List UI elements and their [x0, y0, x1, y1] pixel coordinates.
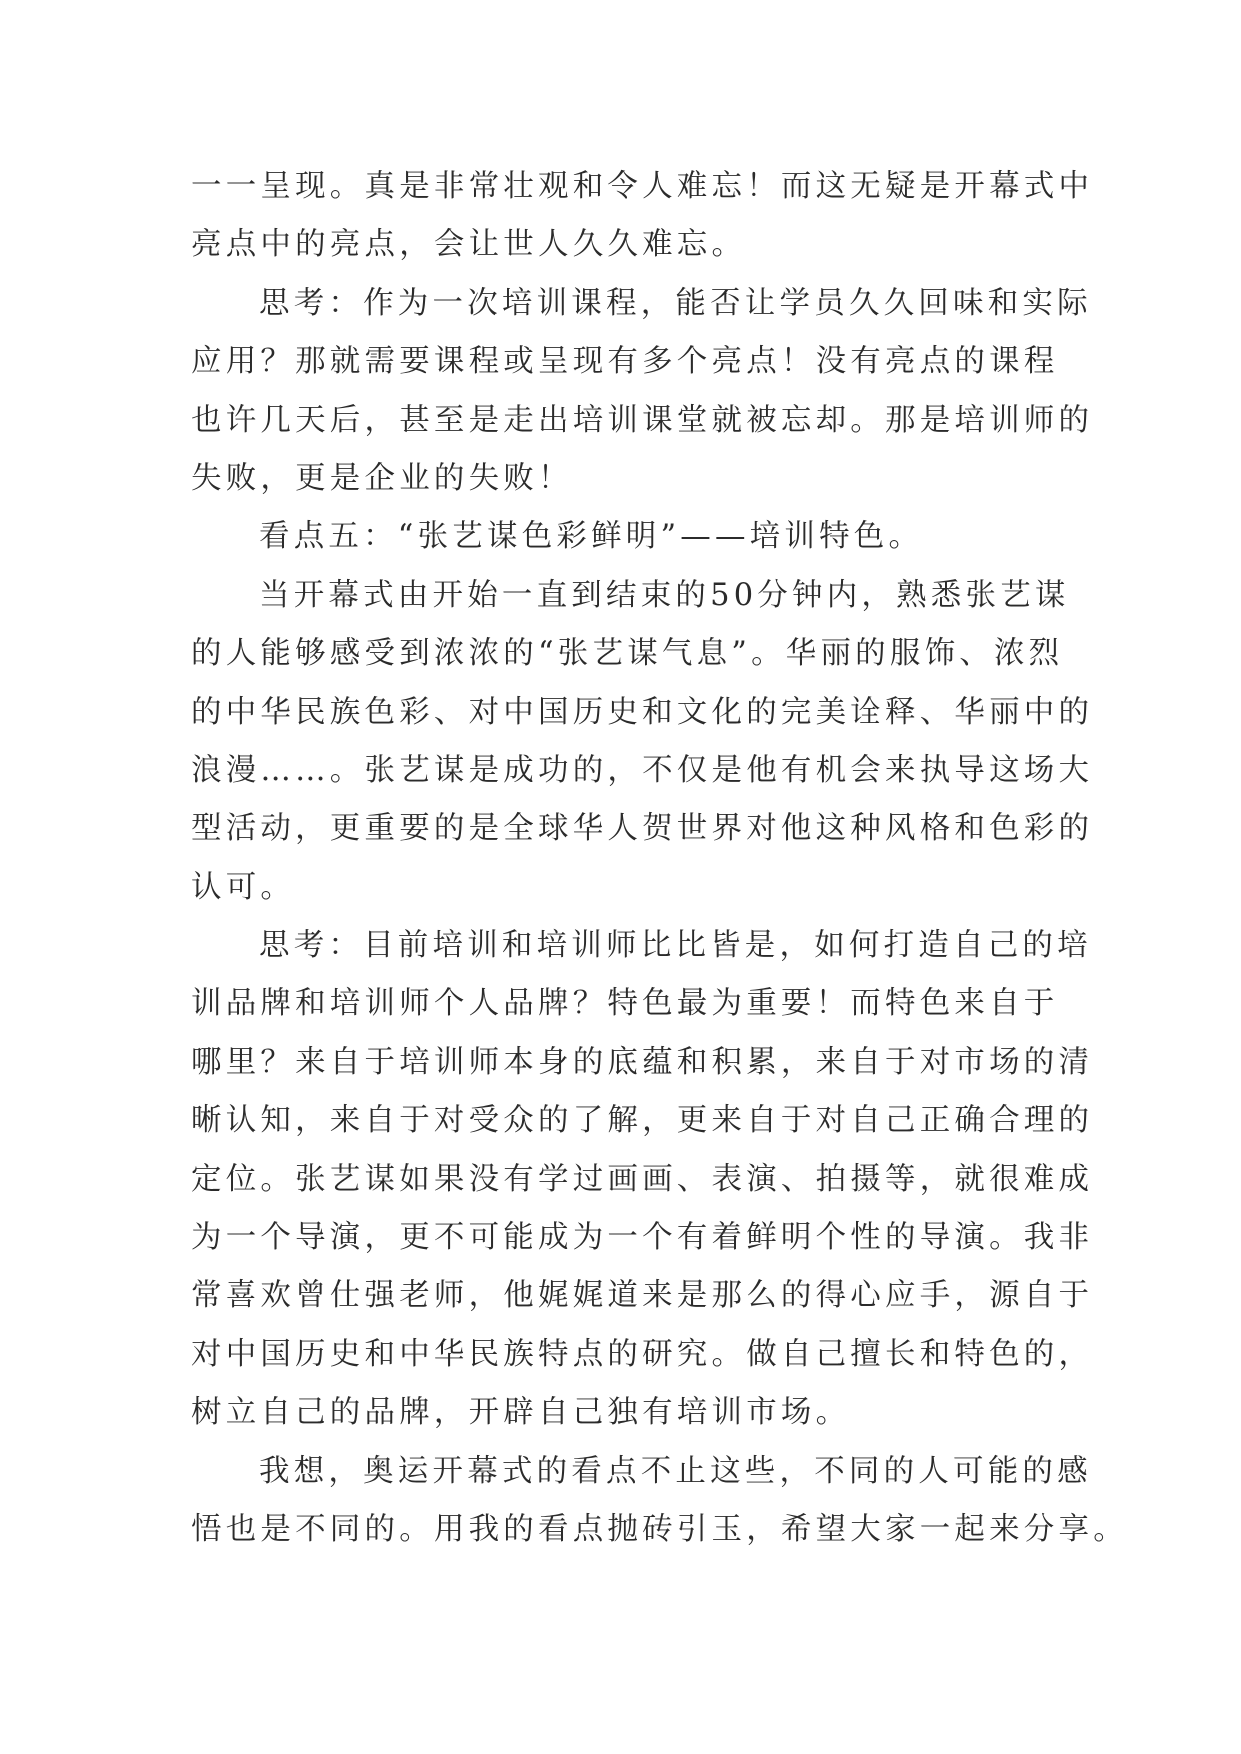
text-line: 晰认知，来自于对受众的了解，更来自于对自己正确合理的 — [191, 1103, 1094, 1139]
document-body-text — [191, 158, 1128, 1559]
text-line: 也许几天后，甚至是走出培训课堂就被忘却。那是培训师的 — [191, 402, 1094, 438]
text-line: 树立自己的品牌，开辟自己独有培训市场。 — [191, 1395, 851, 1431]
text-line: 常喜欢曾仕强老师，他娓娓道来是那么的得心应手，源自于 — [191, 1278, 1094, 1314]
text-line: 定位。张艺谋如果没有学过画画、表演、拍摄等，就很难成 — [191, 1161, 1094, 1197]
text-line: 训品牌和培训师个人品牌？特色最为重要！而特色来自于 — [191, 986, 1059, 1022]
text-line: 当开幕式由开始一直到结束的50分钟内，熟悉张艺谋 — [259, 577, 1070, 613]
text-line: 亮点中的亮点，会让世人久久难忘。 — [191, 227, 747, 263]
text-line: 看点五：“张艺谋色彩鲜明”——培训特色。 — [259, 519, 924, 555]
text-line: 思考：作为一次培训课程，能否让学员久久回味和实际 — [259, 285, 1092, 321]
text-line: 对中国历史和中华民族特点的研究。做自己擅长和特色的， — [191, 1336, 1094, 1372]
text-line: 的人能够感受到浓浓的“张艺谋气息”。华丽的服饰、浓烈 — [191, 636, 1064, 672]
text-line: 的中华民族色彩、对中国历史和文化的完美诠释、华丽中的 — [191, 694, 1094, 730]
text-line: 悟也是不同的。用我的看点抛砖引玉，希望大家一起来分享。 — [191, 1511, 1128, 1547]
text-line: 为一个导演，更不可能成为一个有着鲜明个性的导演。我非 — [191, 1220, 1094, 1256]
text-line: 哪里？来自于培训师本身的底蕴和积累，来自于对市场的清 — [191, 1044, 1094, 1080]
text-line: 一一呈现。真是非常壮观和令人难忘！而这无疑是开幕式中 — [191, 169, 1094, 204]
text-line: 我想，奥运开幕式的看点不止这些，不同的人可能的感 — [259, 1453, 1092, 1489]
text-line: 认可。 — [191, 869, 296, 905]
text-line: 失败，更是企业的失败！ — [191, 460, 573, 496]
text-line: 思考：目前培训和培训师比比皆是，如何打造自己的培 — [259, 928, 1092, 964]
text-line: 浪漫……。张艺谋是成功的，不仅是他有机会来执导这场大 — [191, 752, 1094, 788]
text-line: 应用？那就需要课程或呈现有多个亮点！没有亮点的课程 — [191, 344, 1059, 380]
text-line: 型活动，更重要的是全球华人贺世界对他这种风格和色彩的 — [191, 811, 1094, 847]
